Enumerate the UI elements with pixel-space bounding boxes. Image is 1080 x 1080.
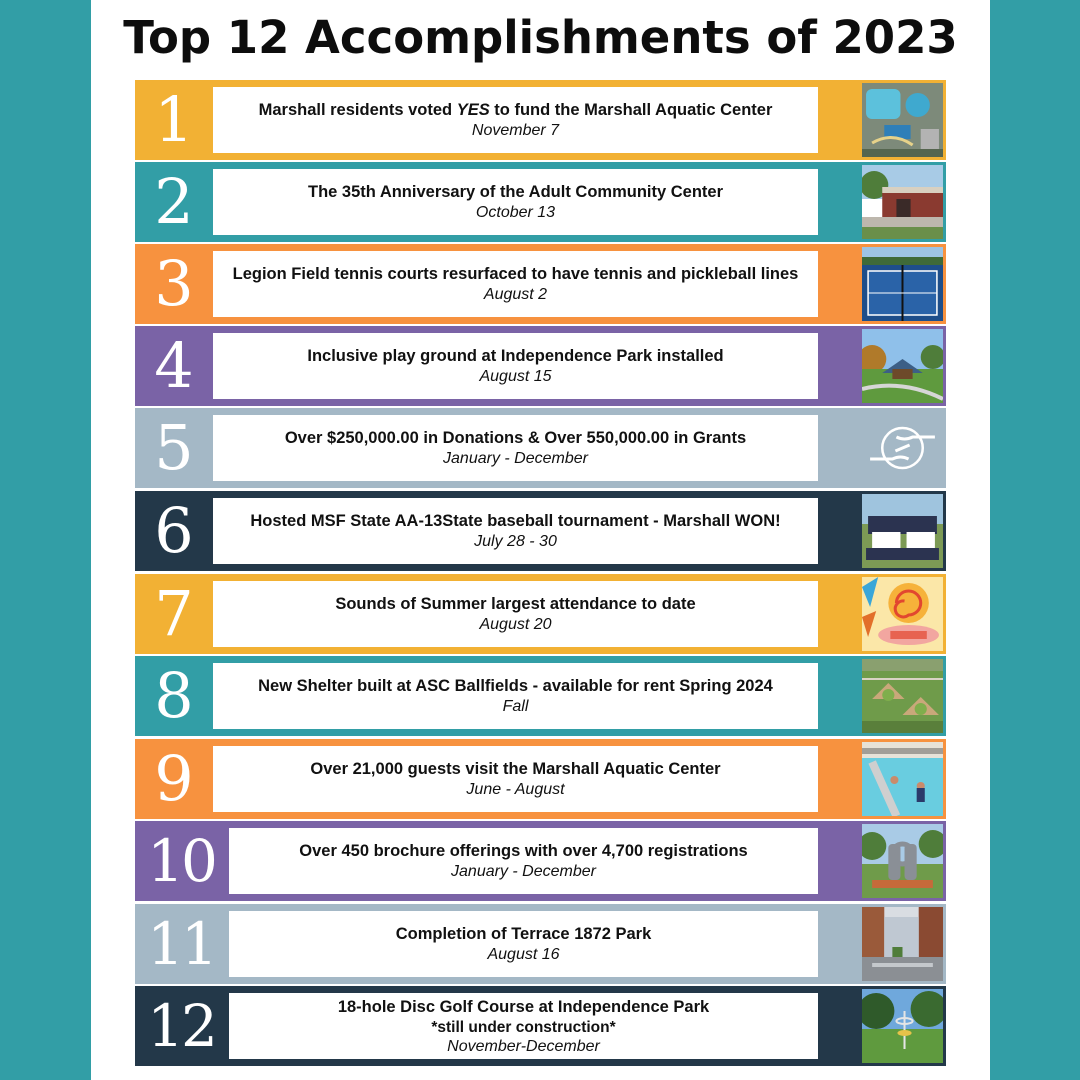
- baseball-team-photo: [859, 491, 946, 571]
- item-date: January - December: [443, 450, 588, 467]
- playground-photo: [859, 326, 946, 406]
- item-date: August 2: [483, 286, 548, 303]
- list-item: [135, 326, 946, 406]
- list-item: [135, 986, 946, 1066]
- pool-slide-photo: [859, 739, 946, 819]
- item-text-box: [213, 746, 818, 812]
- community-center-building-photo: [859, 162, 946, 242]
- list-item: [135, 739, 946, 819]
- aquatic-center-aerial-photo: [859, 80, 946, 160]
- item-date: July 28 - 30: [474, 533, 557, 550]
- item-headline: Marshall residents voted YES to fund the Marshall Aquatic Center: [258, 101, 773, 119]
- item-headline: Inclusive play ground at Independence Park installed: [307, 347, 724, 365]
- item-date: November-December: [447, 1037, 600, 1055]
- list-item: [135, 821, 946, 901]
- sounds-of-summer-logo: [859, 574, 946, 654]
- list-item: [135, 656, 946, 736]
- item-number: 3: [154, 247, 194, 320]
- item-date: August 15: [479, 368, 552, 385]
- item-number: 6: [154, 494, 194, 567]
- item-headline: Over 21,000 guests visit the Marshall Aquatic Center: [310, 760, 721, 778]
- item-note: *still under construction*: [431, 1018, 616, 1036]
- item-text-box: [213, 498, 818, 564]
- item-number: 1: [154, 83, 194, 156]
- flower-sculpture-photo: [859, 821, 946, 901]
- item-headline: Legion Field tennis courts resurfaced to have tennis and pickleball lines: [232, 265, 799, 283]
- item-number: 9: [154, 742, 194, 815]
- item-text-box: [213, 581, 818, 647]
- item-headline: Hosted MSF State AA-13State baseball tournament - Marshall WON!: [250, 512, 781, 530]
- item-number: 8: [154, 659, 194, 732]
- tennis-courts-photo: [859, 244, 946, 324]
- item-text-box: [229, 993, 818, 1059]
- item-text-box: [213, 333, 818, 399]
- ballfields-aerial-photo: [859, 656, 946, 736]
- list-item: [135, 574, 946, 654]
- item-text-box: [213, 415, 818, 481]
- item-headline: New Shelter built at ASC Ballfields - available for rent Spring 2024: [258, 677, 773, 695]
- list-item: [135, 408, 946, 488]
- item-number: 2: [154, 165, 194, 238]
- item-headline: The 35th Anniversary of the Adult Community Center: [308, 183, 723, 201]
- terrace-park-photo: [859, 904, 946, 984]
- item-text-box: [229, 911, 818, 977]
- donation-hands-icon: [859, 408, 946, 488]
- list-item: [135, 244, 946, 324]
- item-date: June - August: [466, 781, 565, 798]
- item-text-box: [213, 87, 818, 153]
- item-number: 4: [154, 329, 194, 402]
- item-headline: Sounds of Summer largest attendance to date: [335, 595, 696, 613]
- list-item: [135, 162, 946, 242]
- item-date: January - December: [451, 863, 596, 880]
- disc-golf-basket-photo: [859, 986, 946, 1066]
- item-date: August 16: [487, 946, 560, 963]
- item-headline: Over $250,000.00 in Donations & Over 550,000.00 in Grants: [284, 429, 747, 447]
- item-number: 11: [147, 910, 215, 978]
- item-text-box: [213, 663, 818, 729]
- item-text-box: [213, 251, 818, 317]
- item-date: October 13: [475, 204, 556, 221]
- item-number: 10: [147, 827, 215, 895]
- item-number: 5: [154, 411, 194, 484]
- item-date: November 7: [471, 122, 560, 139]
- item-headline: Over 450 brochure offerings with over 4,700 registrations: [299, 842, 748, 860]
- item-number: 12: [147, 992, 215, 1060]
- page-title: Top 12 Accomplishments of 2023: [123, 11, 958, 64]
- item-date: Fall: [502, 698, 529, 715]
- list-item: [135, 904, 946, 984]
- item-number: 7: [154, 577, 194, 650]
- list-item: [135, 80, 946, 160]
- item-text-box: [229, 828, 818, 894]
- item-text-box: [213, 169, 818, 235]
- list-item: [135, 491, 946, 571]
- item-headline: 18-hole Disc Golf Course at Independence Park: [337, 997, 710, 1016]
- item-date: August 20: [479, 616, 552, 633]
- item-headline: Completion of Terrace 1872 Park: [395, 925, 652, 943]
